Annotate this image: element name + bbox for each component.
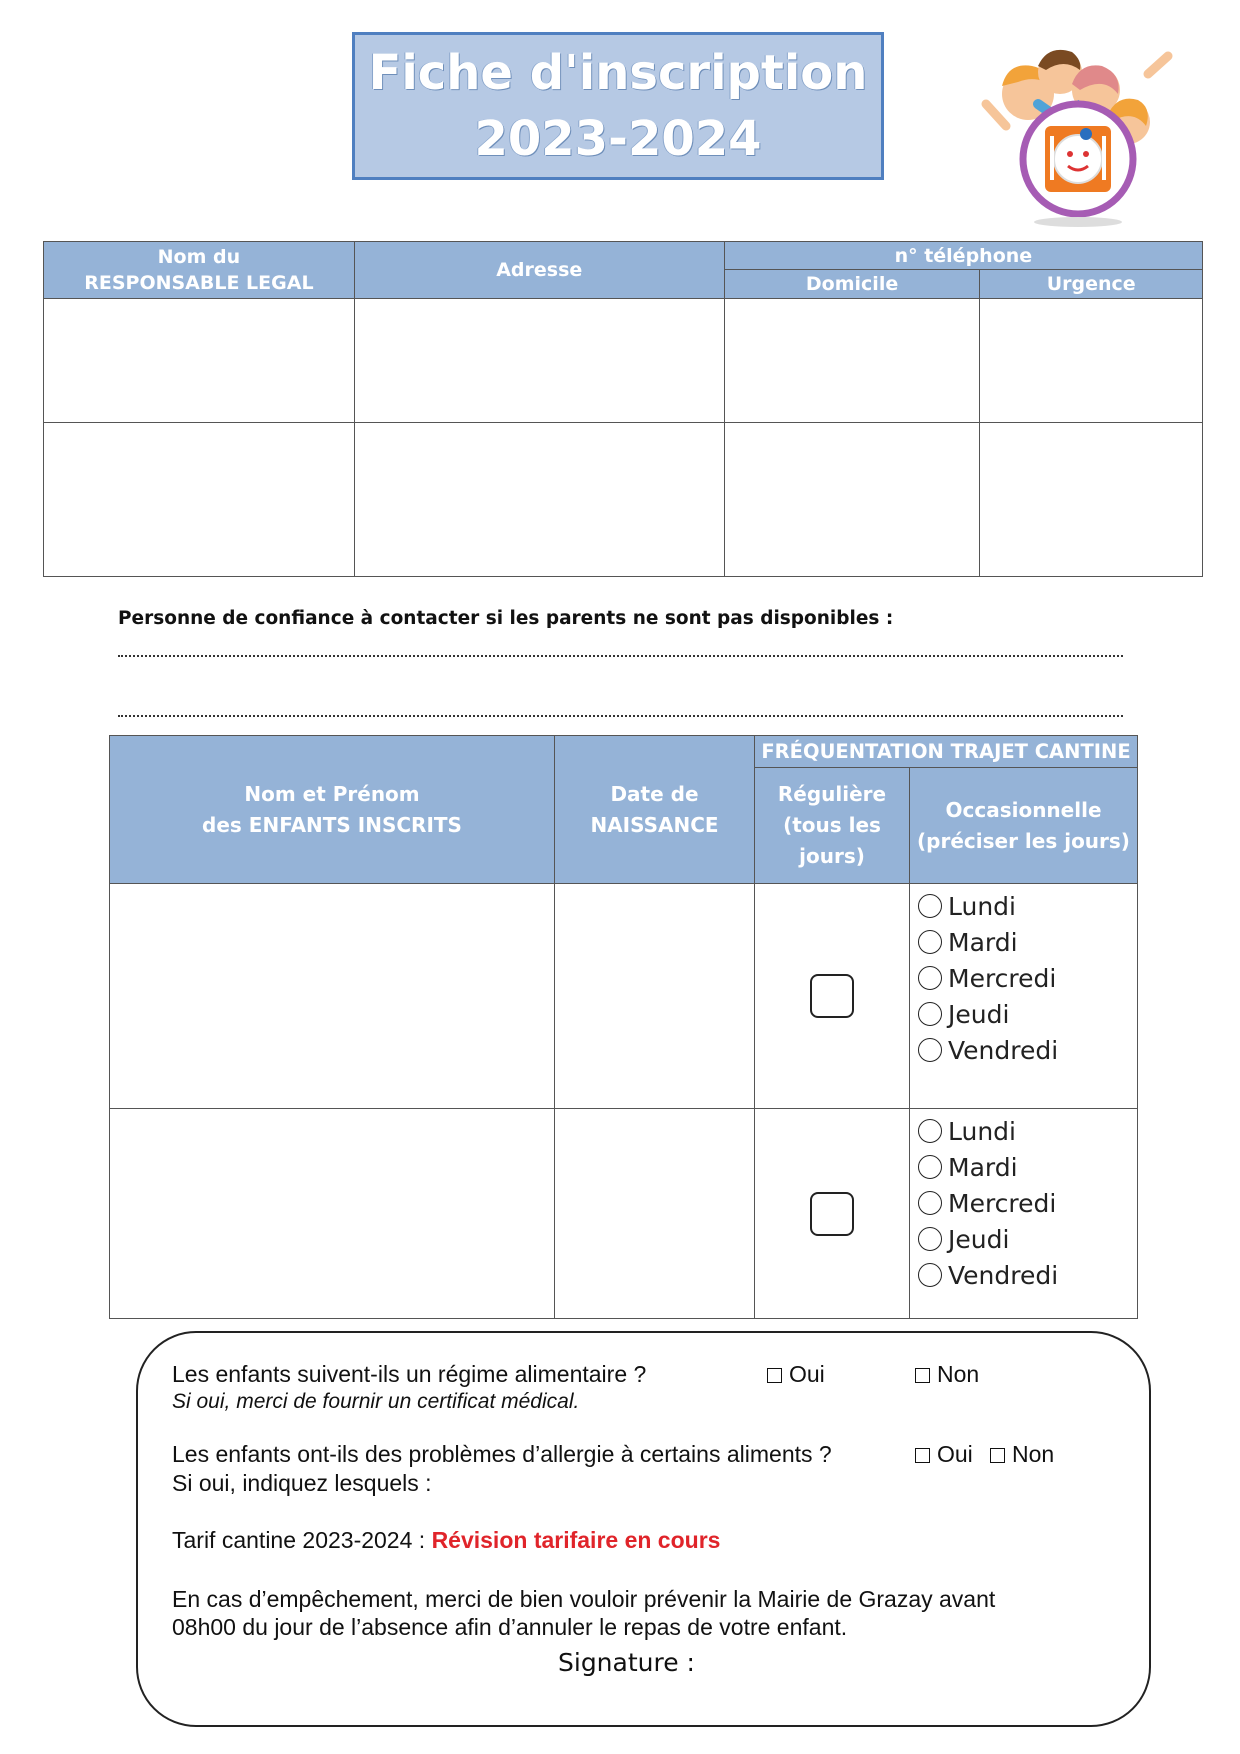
info-box — [136, 1331, 1151, 1727]
col-guardian-name — [44, 242, 355, 299]
absence-line-2: 08h00 du jour de l’absence afin d’annuler le repas de votre enfant. — [172, 1614, 848, 1640]
guardian-name-cell[interactable] — [44, 299, 355, 423]
birth-date-cell[interactable] — [555, 884, 755, 1109]
checkbox-icon[interactable] — [915, 1448, 930, 1463]
regular-checkbox[interactable] — [810, 974, 854, 1018]
emergency-phone-cell[interactable] — [980, 423, 1203, 577]
allergy-no-option[interactable] — [990, 1441, 1054, 1468]
guardian-table — [43, 241, 1203, 577]
tariff-label: Tarif cantine 2023-2024 : — [172, 1527, 426, 1553]
col-birth-date-line-1: Date de — [610, 781, 699, 806]
day-label: Jeudi — [948, 1224, 1010, 1254]
trusted-person-line-2[interactable] — [118, 715, 1123, 717]
table-row — [44, 299, 1203, 423]
title-line-1: Fiche d'inscription — [368, 45, 868, 101]
allergy-yes-label: Oui — [937, 1441, 973, 1467]
table-row — [110, 884, 1138, 1109]
children-table — [109, 735, 1138, 1319]
day-label: Vendredi — [948, 1035, 1059, 1065]
table-row — [110, 1109, 1138, 1319]
day-label: Mardi — [948, 927, 1018, 957]
col-birth-date — [555, 736, 755, 884]
diet-question: Les enfants suivent-ils un régime alimentaire ? — [172, 1361, 647, 1387]
absence-line-1: En cas d’empêchement, merci de bien vouloir prévenir la Mairie de Grazay avant — [172, 1586, 996, 1612]
day-option-thursday[interactable] — [918, 1221, 1137, 1257]
page-title — [352, 32, 884, 180]
radio-icon[interactable] — [918, 1038, 942, 1062]
trusted-person-line-1[interactable] — [118, 655, 1123, 657]
regular-checkbox[interactable] — [810, 1192, 854, 1236]
title-line-2: 2023-2024 — [474, 111, 762, 167]
checkbox-icon[interactable] — [990, 1448, 1005, 1463]
diet-no-option[interactable] — [915, 1361, 979, 1388]
day-option-monday[interactable] — [918, 1113, 1137, 1149]
radio-icon[interactable] — [918, 1263, 942, 1287]
day-option-wednesday[interactable] — [918, 960, 1137, 996]
day-label: Lundi — [948, 891, 1016, 921]
allergy-no-label: Non — [1012, 1441, 1055, 1467]
col-phone: n° téléphone — [724, 242, 1202, 270]
col-regular — [755, 768, 910, 884]
diet-yes-label: Oui — [789, 1361, 825, 1387]
occasional-days-list — [910, 1109, 1137, 1293]
day-option-monday[interactable] — [918, 888, 1137, 924]
canteen-kids-logo — [968, 34, 1178, 230]
col-regular-line-1: Régulière — [777, 782, 887, 806]
col-regular-line-3: jours) — [799, 844, 865, 868]
day-label: Mercredi — [948, 1188, 1057, 1218]
allergy-yes-option[interactable] — [915, 1441, 973, 1468]
checkbox-icon[interactable] — [915, 1368, 930, 1383]
day-option-wednesday[interactable] — [918, 1185, 1137, 1221]
allergy-question: Les enfants ont-ils des problèmes d’allergie à certains aliments ? — [172, 1441, 832, 1467]
radio-icon[interactable] — [918, 1119, 942, 1143]
col-child-name-line-1: Nom et Prénom — [244, 781, 420, 806]
radio-icon[interactable] — [918, 930, 942, 954]
col-guardian-name-line-2: RESPONSABLE LEGAL — [84, 272, 314, 294]
day-option-tuesday[interactable] — [918, 924, 1137, 960]
col-birth-date-line-2: NAISSANCE — [590, 812, 719, 837]
tariff-line — [172, 1527, 720, 1554]
col-guardian-name-line-1: Nom du — [157, 246, 241, 268]
col-child-name-line-2: des ENFANTS INSCRITS — [202, 812, 462, 837]
col-home-phone: Domicile — [724, 270, 980, 299]
table-row — [44, 423, 1203, 577]
address-cell[interactable] — [354, 299, 724, 423]
signature-label: Signature : — [558, 1648, 695, 1677]
day-option-friday[interactable] — [918, 1257, 1137, 1293]
radio-icon[interactable] — [918, 1227, 942, 1251]
tariff-value: Révision tarifaire en cours — [431, 1527, 721, 1553]
day-option-friday[interactable] — [918, 1032, 1137, 1068]
occasional-days-list — [910, 884, 1137, 1068]
birth-date-cell[interactable] — [555, 1109, 755, 1319]
checkbox-icon[interactable] — [767, 1368, 782, 1383]
col-attendance-group: FRÉQUENTATION TRAJET CANTINE — [755, 736, 1138, 768]
col-emergency-phone: Urgence — [980, 270, 1203, 299]
day-option-thursday[interactable] — [918, 996, 1137, 1032]
home-phone-cell[interactable] — [724, 423, 980, 577]
col-occasional-line-1: Occasionnelle — [945, 797, 1102, 822]
col-regular-line-2: (tous les — [783, 813, 881, 837]
diet-yes-option[interactable] — [767, 1361, 825, 1388]
home-phone-cell[interactable] — [724, 299, 980, 423]
radio-icon[interactable] — [918, 1002, 942, 1026]
emergency-phone-cell[interactable] — [980, 299, 1203, 423]
diet-no-label: Non — [937, 1361, 980, 1387]
col-address: Adresse — [354, 242, 724, 299]
radio-icon[interactable] — [918, 1155, 942, 1179]
col-child-name — [110, 736, 555, 884]
day-label: Mardi — [948, 1152, 1018, 1182]
radio-icon[interactable] — [918, 1191, 942, 1215]
address-cell[interactable] — [354, 423, 724, 577]
child-name-cell[interactable] — [110, 1109, 555, 1319]
day-option-tuesday[interactable] — [918, 1149, 1137, 1185]
allergy-note: Si oui, indiquez lesquels : — [172, 1470, 432, 1496]
radio-icon[interactable] — [918, 966, 942, 990]
day-label: Lundi — [948, 1116, 1016, 1146]
diet-note: Si oui, merci de fournir un certificat médical. — [172, 1390, 580, 1413]
trusted-person-label: Personne de confiance à contacter si les parents ne sont pas disponibles : — [118, 608, 894, 629]
col-occasional — [910, 768, 1138, 884]
child-name-cell[interactable] — [110, 884, 555, 1109]
guardian-name-cell[interactable] — [44, 423, 355, 577]
radio-icon[interactable] — [918, 894, 942, 918]
day-label: Jeudi — [948, 999, 1010, 1029]
day-label: Mercredi — [948, 963, 1057, 993]
day-label: Vendredi — [948, 1260, 1059, 1290]
col-occasional-line-2: (préciser les jours) — [917, 828, 1130, 853]
